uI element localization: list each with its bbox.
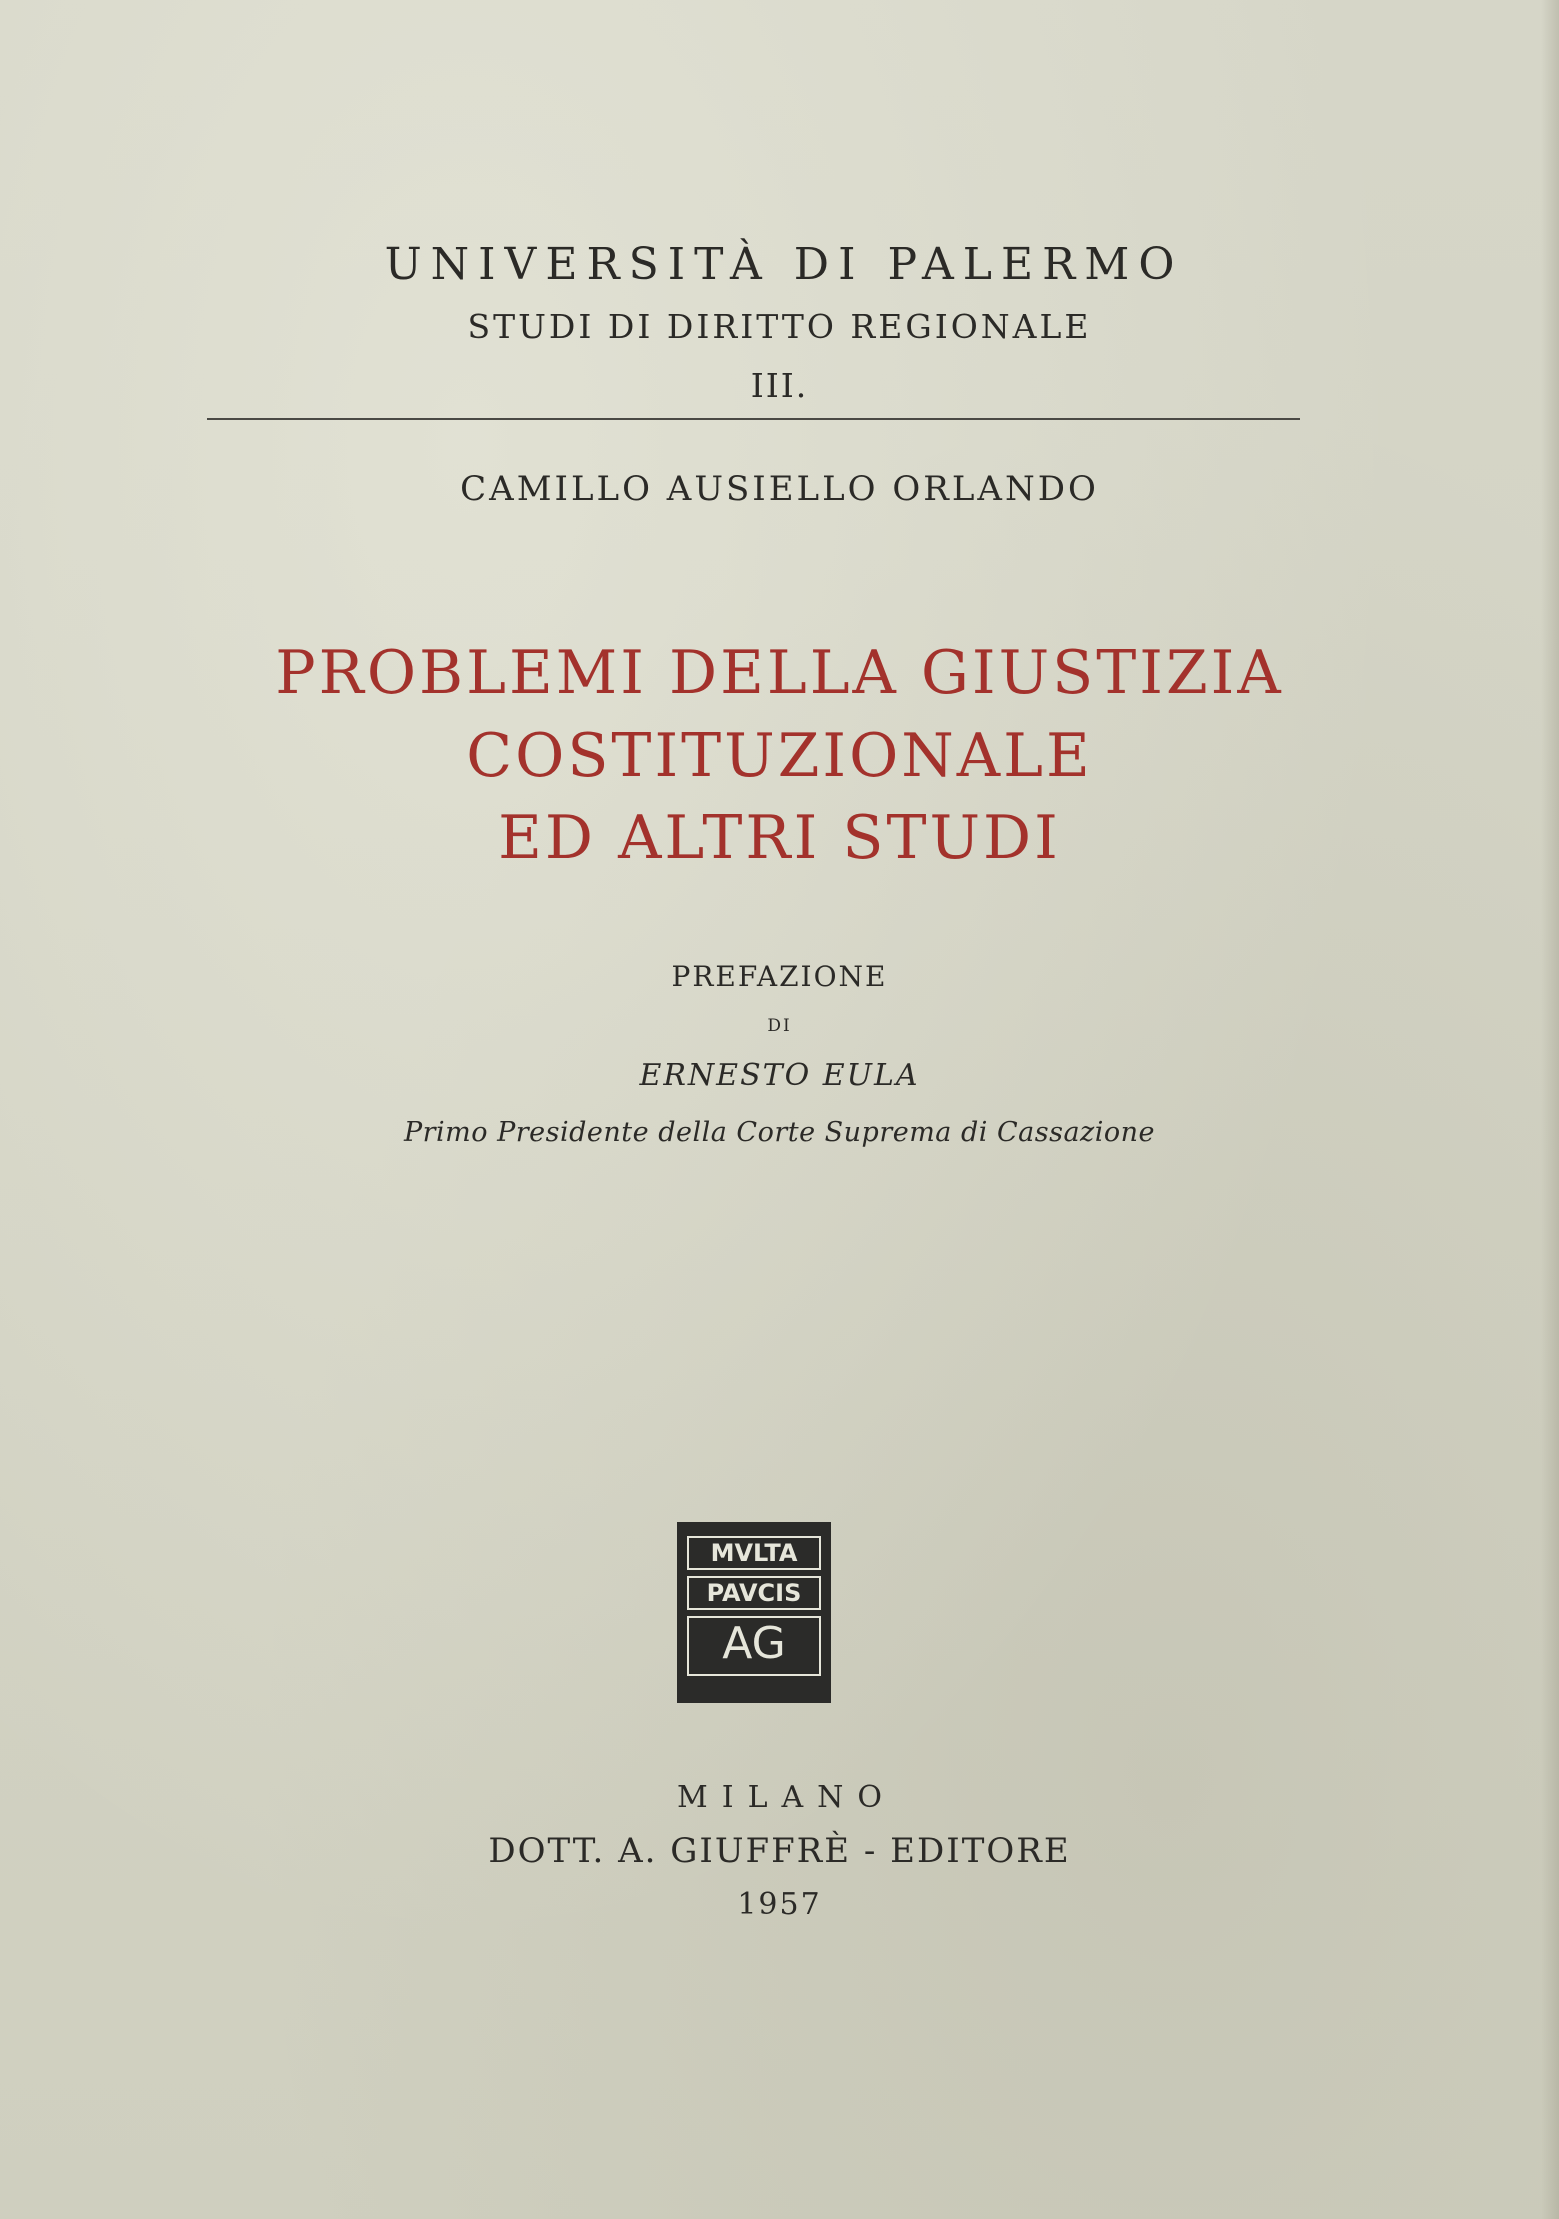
header-divider [207, 418, 1300, 420]
series-name: STUDI DI DIRITTO REGIONALE [467, 307, 1092, 346]
title-line-1: PROBLEMI DELLA GIUSTIZIA [275, 638, 1284, 708]
imprint-publisher: DOTT. A. GIUFFRÈ - EDITORE [488, 1831, 1071, 1871]
institution-name: UNIVERSITÀ DI PALERMO [384, 239, 1184, 290]
title-line-3: ED ALTRI STUDI [498, 803, 1061, 873]
logo-motto-line-2: PAVCIS [687, 1576, 821, 1610]
logo-initials: AG [687, 1616, 821, 1676]
title-line-2: COSTITUZIONALE [466, 721, 1093, 791]
author-name: CAMILLO AUSIELLO ORLANDO [460, 469, 1099, 509]
preface-author-role: Primo Presidente della Corte Suprema di Cassazione [403, 1117, 1156, 1148]
logo-motto-line-1: MVLTA [687, 1536, 821, 1570]
preface-author: ERNESTO EULA [639, 1058, 920, 1093]
imprint-year: 1957 [737, 1887, 822, 1922]
volume-number: III. [750, 366, 809, 405]
publisher-logo [677, 1522, 831, 1703]
preface-by: DI [767, 1016, 792, 1036]
imprint-city: MILANO [677, 1780, 896, 1815]
preface-label: PREFAZIONE [671, 960, 888, 993]
